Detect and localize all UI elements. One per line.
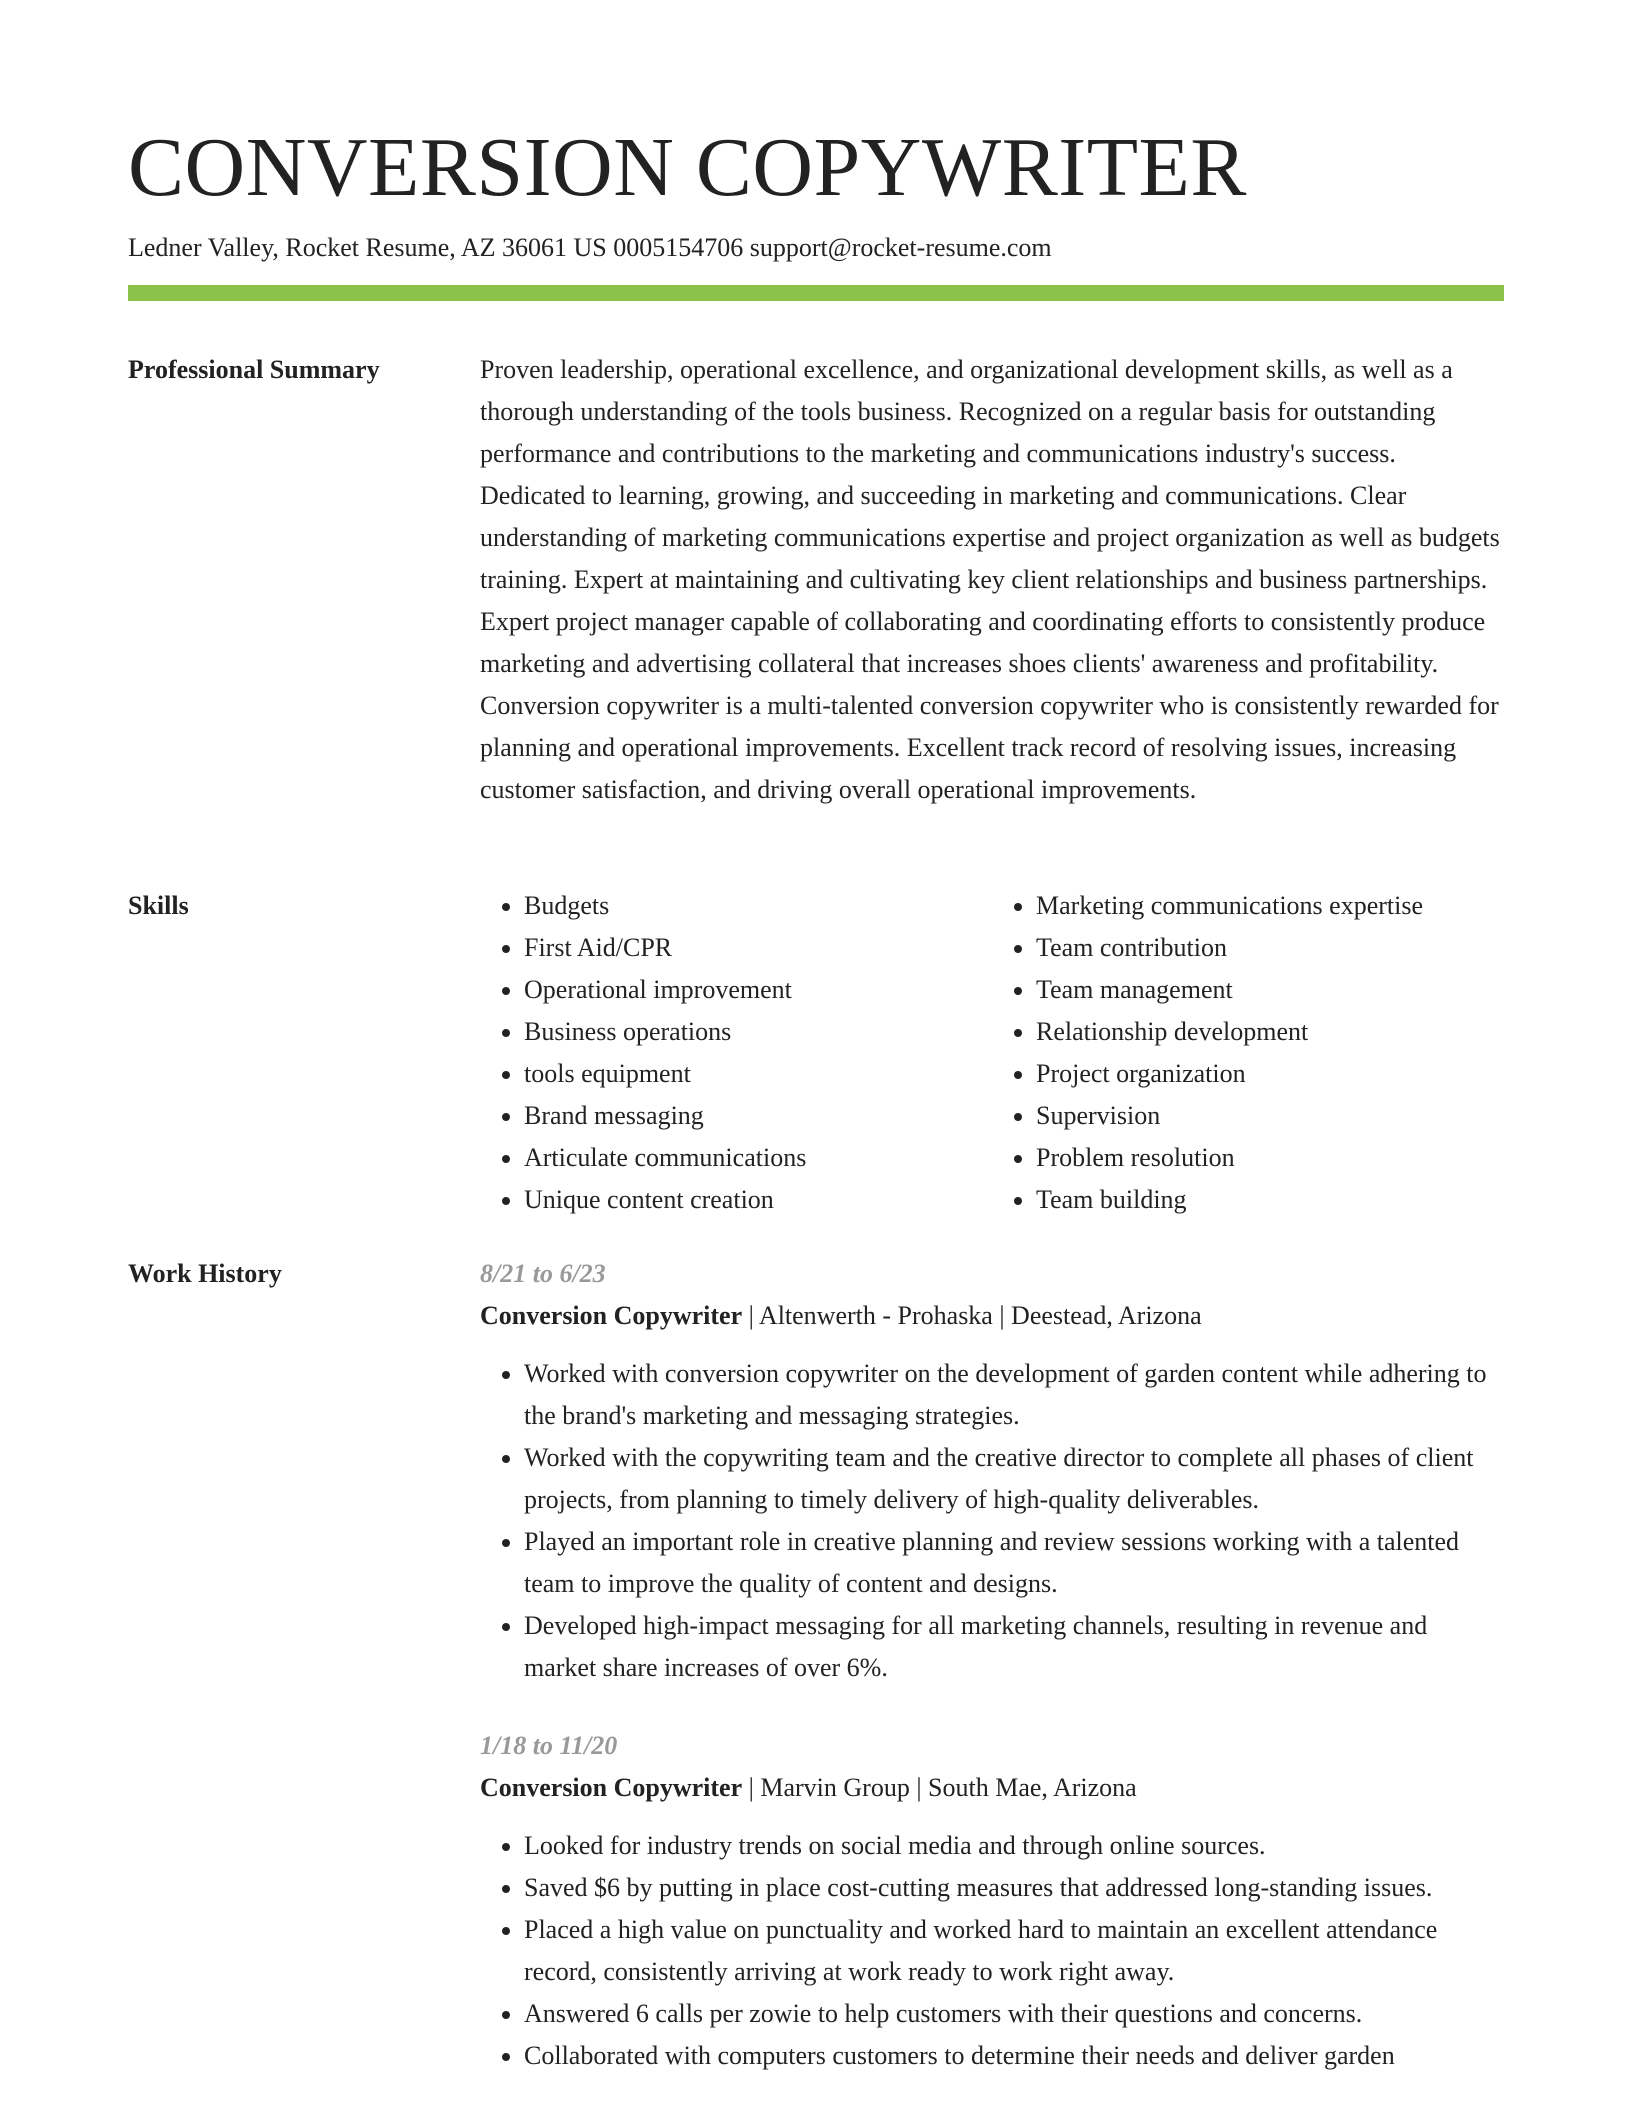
skill-item: • Relationship development: [1036, 1011, 1504, 1053]
job-bullets: [480, 1825, 1504, 2077]
skills-content: [480, 885, 1504, 1221]
job-bullet: • Saved $6 by putting in place cost-cutting measures that addressed long-standing issues.: [524, 1867, 1504, 1909]
section-label-skills: Skills: [128, 891, 189, 920]
skill-item: • Brand messaging: [524, 1095, 992, 1137]
job-dates: 1/18 to 11/20: [480, 1731, 618, 1760]
job-bullet: • Answered 6 calls per zowie to help customers with their questions and concerns.: [524, 1993, 1504, 2035]
contact-line: Ledner Valley, Rocket Resume, AZ 36061 US 0005154706 support@rocket-resume.com: [128, 233, 1052, 262]
job-bullet: • Played an important role in creative planning and review sessions working with a talented team to improve the quality of content and designs.: [524, 1521, 1504, 1605]
skill-item: • Supervision: [1036, 1095, 1504, 1137]
job-bullet: • Worked with the copywriting team and the creative director to complete all phases of client projects, from planning to timely delivery of high-quality deliverables.: [524, 1437, 1504, 1521]
job-dates: 8/21 to 6/23: [480, 1259, 606, 1288]
skill-item: • Problem resolution: [1036, 1137, 1504, 1179]
section-label-summary: Professional Summary: [128, 355, 380, 384]
skills-list-right: [992, 885, 1504, 1221]
skill-item: • Unique content creation: [524, 1179, 992, 1221]
skill-item: • Business operations: [524, 1011, 992, 1053]
skill-item: • Team management: [1036, 969, 1504, 1011]
job-entry: [480, 1253, 1504, 1689]
skill-item: • tools equipment: [524, 1053, 992, 1095]
job-bullets: [480, 1353, 1504, 1689]
skills-columns: [480, 885, 1504, 1221]
skill-item: • Budgets: [524, 885, 992, 927]
job-entry: [480, 1725, 1504, 2077]
page-title: CONVERSION COPYWRITER: [128, 121, 1247, 214]
summary-content: [480, 349, 1504, 811]
skill-item: • Project organization: [1036, 1053, 1504, 1095]
job-bullet: • Developed high-impact messaging for all marketing channels, resulting in revenue and market share increases of over 6%.: [524, 1605, 1504, 1689]
skill-item: • First Aid/CPR: [524, 927, 992, 969]
job-bullet: • Collaborated with computers customers to determine their needs and deliver garden: [524, 2035, 1504, 2077]
skill-item: • Articulate communications: [524, 1137, 992, 1179]
job-heading: [480, 1767, 1504, 1809]
skill-item: • Team contribution: [1036, 927, 1504, 969]
job-company-location: | Altenwerth - Prohaska | Deestead, Arizona: [742, 1301, 1202, 1330]
section-label-work-history: Work History: [128, 1259, 282, 1288]
skill-item: • Operational improvement: [524, 969, 992, 1011]
skill-item: • Marketing communications expertise: [1036, 885, 1504, 927]
skill-item: • Team building: [1036, 1179, 1504, 1221]
job-heading: [480, 1295, 1504, 1337]
summary-text: Proven leadership, operational excellence, and organizational development skills, as well as a thorough understanding of the tools business. Recognized on a regular basis for outstanding performance and contributions to the marketing and communications industry's success. Dedicated to learning, growing, and succeeding in marketing and communications. Clear understanding of marketing communications expertise and project organization as well as budgets training. Expert at maintaining and cultivating key client relationships and business partnerships. Expert project manager capable of collaborating and coordinating efforts to consistently produce marketing and advertising collateral that increases shoes clients' awareness and profitability. Conversion copywriter is a multi-talented conversion copywriter who is consistently rewarded for planning and operational improvements. Excellent track record of resolving issues, increasing customer satisfaction, and driving overall operational improvements.: [480, 355, 1500, 804]
job-title: Conversion Copywriter: [480, 1773, 743, 1802]
job-title: Conversion Copywriter: [480, 1301, 743, 1330]
job-bullet: • Worked with conversion copywriter on the development of garden content while adhering to the brand's marketing and messaging strategies.: [524, 1353, 1504, 1437]
job-company-location: | Marvin Group | South Mae, Arizona: [742, 1773, 1137, 1802]
header-divider: [128, 285, 1504, 301]
job-bullet: • Looked for industry trends on social media and through online sources.: [524, 1825, 1504, 1867]
job-bullet: • Placed a high value on punctuality and worked hard to maintain an excellent attendance record, consistently arriving at work ready to work right away.: [524, 1909, 1504, 1993]
skills-list-left: [480, 885, 992, 1221]
work-history-content: [480, 1253, 1504, 2113]
